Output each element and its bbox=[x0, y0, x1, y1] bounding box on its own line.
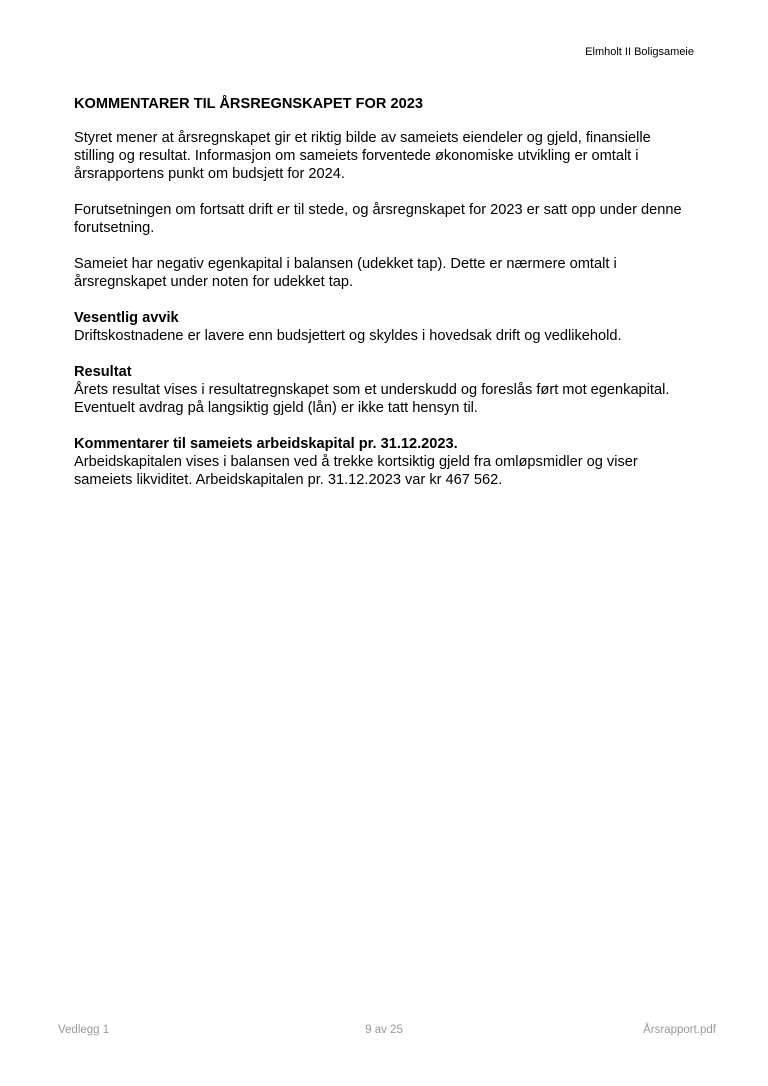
section-body: Arbeidskapitalen vises i balansen ved å trekke kortsiktig gjeld fra omløpsmidler og viser sameiets likviditet. Arbeidskapitalen pr. 31.12.2023 var kr 467 562. bbox=[74, 454, 638, 488]
intro-paragraph-2: Forutsetningen om fortsatt drift er til stede, og årsregnskapet for 2023 er satt opp under denne forutsetning. bbox=[74, 202, 682, 236]
section-vesentlig-avvik bbox=[74, 309, 694, 345]
section-heading: Resultat bbox=[74, 364, 132, 380]
footer-page-number: 9 av 25 bbox=[365, 1024, 403, 1036]
document-content bbox=[74, 95, 694, 507]
section-arbeidskapital bbox=[74, 435, 694, 489]
section-heading: Vesentlig avvik bbox=[74, 310, 179, 326]
document-title: KOMMENTARER TIL ÅRSREGNSKAPET FOR 2023 bbox=[74, 96, 423, 112]
intro-paragraph-3: Sameiet har negativ egenkapital i balansen (udekket tap). Dette er nærmere omtalt i årsregnskapet under noten for udekket tap. bbox=[74, 256, 617, 290]
section-body: Årets resultat vises i resultatregnskapet som et underskudd og foreslås ført mot egenkapital. Eventuelt avdrag på langsiktig gjeld (lån) er ikke tatt hensyn til. bbox=[74, 382, 670, 416]
section-resultat bbox=[74, 363, 694, 417]
footer-attachment-label: Vedlegg 1 bbox=[58, 1024, 110, 1036]
organization-name: Elmholt II Boligsameie bbox=[585, 46, 694, 58]
footer-file-name: Årsrapport.pdf bbox=[643, 1024, 716, 1036]
section-body: Driftskostnadene er lavere enn budsjettert og skyldes i hovedsak drift og vedlikehold. bbox=[74, 328, 622, 344]
section-heading: Kommentarer til sameiets arbeidskapital pr. 31.12.2023. bbox=[74, 436, 458, 452]
intro-paragraph-1: Styret mener at årsregnskapet gir et riktig bilde av sameiets eiendeler og gjeld, finansielle stilling og resultat. Informasjon om sameiets forventede økonomiske utvikling er omtalt i årsrapportens punkt om budsjett for 2024. bbox=[74, 130, 651, 182]
